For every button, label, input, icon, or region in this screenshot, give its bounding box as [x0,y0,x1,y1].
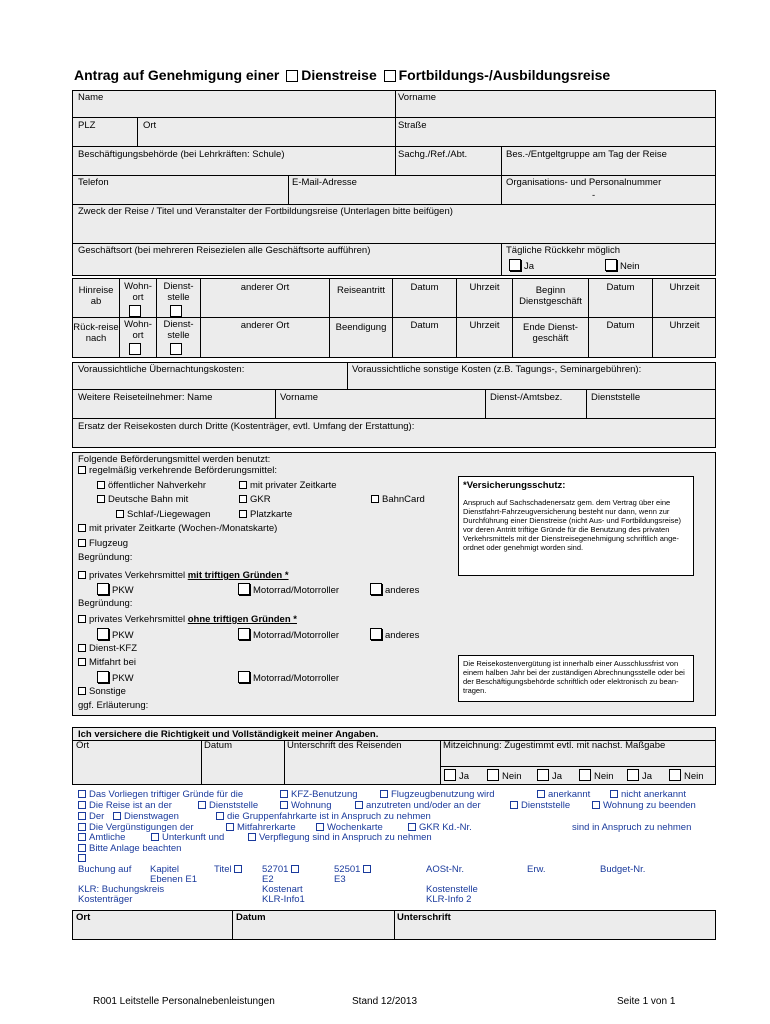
ende-uhrzeit-label: Uhrzeit [669,320,700,331]
dienstwagen-label: Dienstwagen [124,811,179,822]
anderes-mit-option[interactable] [367,583,419,596]
pkw-mit-checkbox[interactable] [97,583,109,595]
geschaeftsort-label: Geschäftsort (bei mehreren Reisezielen alle Geschäftsorte aufführen) [78,245,371,256]
teilnehmer-name-label: Weitere Reiseteilnehmer: Name [78,392,213,403]
office-line3-label: Der [89,811,105,822]
vorname-field[interactable] [395,90,716,118]
erlaeuterung-label: ggf. Erläuterung: [78,700,149,711]
vorname-label: Vorname [398,92,437,103]
footer-stand: Stand 12/2013 [352,996,418,1007]
oepnv-checkbox[interactable] [97,481,105,489]
personalnummer-dash: - [592,190,596,201]
ende-label: Ende Dienst-geschäft [523,322,578,344]
mitz2-nein-label: Nein [594,771,614,782]
mitzeichnung-label: Mitzeichnung: Zugestimmt evtl. mit nachst. Maßgabe [443,740,666,751]
regel-checkbox[interactable] [78,466,86,474]
begruendung-label: Begründung: [78,552,133,563]
kostentraeger-label: Kostenträger [78,894,133,905]
hin-dienststelle-checkbox[interactable] [170,305,182,317]
hin-uhrzeit-label: Uhrzeit [469,282,500,293]
name-field[interactable] [72,90,396,118]
hin-wohnort-checkbox[interactable] [129,305,141,317]
ebenen-label: Ebenen E1 [150,874,198,885]
anderes-ohne-label: anderes [385,630,420,641]
office-line2-label: Die Reise ist an der [89,800,172,811]
bahncard-label: BahnCard [382,494,425,505]
sonstige-label: Sonstige [89,686,126,697]
rueckkehr-ja[interactable] [506,259,534,272]
rueckkehr-nein[interactable] [602,259,640,272]
beginn-uhrzeit-label: Uhrzeit [669,282,700,293]
konto-52501-label: 52501 [334,864,361,875]
kapitel-label: Kapitel [150,864,180,875]
mitz1-nein-label: Nein [502,771,522,782]
zeitkarte-option[interactable] [239,480,337,491]
rueck-dienststelle-checkbox[interactable] [170,343,182,355]
motorrad-mit-option[interactable] [235,583,339,596]
rueckkehr-ja-label: Ja [524,261,535,272]
zeitkarte2-label: mit privater Zeitkarte (Wochen-/Monatskarte) [89,523,278,534]
mitz3-ja-checkbox[interactable] [627,769,639,781]
mitz2-nein-option[interactable] [576,769,614,782]
pkw-ohne-checkbox[interactable] [97,628,109,640]
title-option-fortbildung: Fortbildungs-/Ausbildungsreise [398,67,611,83]
flugzeug-option[interactable] [78,538,128,549]
unterkunft-checkbox[interactable] [151,833,159,841]
office-line1-label: Das Vorliegen triftiger Gründe für die [89,789,244,800]
ort-confirm-field[interactable] [72,740,202,785]
flugzeug-checkbox[interactable] [78,539,86,547]
sig-datum-label: Datum [236,912,266,923]
db-option[interactable] [97,494,188,505]
dienstreise-checkbox[interactable] [286,70,298,82]
mitz2-ja-checkbox[interactable] [537,769,549,781]
privat-mit-option[interactable] [78,570,289,581]
gkr-kdnr-label: GKR Kd.-Nr. [419,822,472,833]
privat-ohne-label: privates Verkehrsmittel [89,614,188,625]
mitfahrerkarte-checkbox[interactable] [226,823,234,831]
motorrad-mitfahrt-option[interactable] [235,671,339,684]
gruppenfahrkarte-label: die Gruppenfahrkarte ist in Anspruch zu nehmen [227,811,431,822]
privat-ohne-emphasis: ohne triftigen Gründen * [187,614,297,625]
kostenart-label: Kostenart [262,884,303,895]
mitz1-nein-checkbox[interactable] [487,769,499,781]
regel-option[interactable] [78,465,277,476]
titel-label: Titel [214,864,232,875]
sonstige-checkbox[interactable] [78,687,86,695]
zeitkarte-checkbox[interactable] [239,481,247,489]
antritt-dienststelle-label: Dienststelle [209,800,259,811]
motorrad-ohne-option[interactable] [235,628,339,641]
frist-notice [458,655,694,702]
wochenkarte-label: Wochenkarte [327,822,383,833]
gkr-kdnr-checkbox[interactable] [408,823,416,831]
verpflegung-label: Verpflegung sind in Anspruch zu nehmen [259,832,432,843]
erw-label: Erw. [527,864,546,875]
oepnv-option[interactable] [97,480,206,491]
antritt-wohnung-checkbox[interactable] [280,801,288,809]
schlafwagen-checkbox[interactable] [116,510,124,518]
dienst-kfz-option[interactable] [78,643,137,654]
beendigung-label: Beendigung [335,322,387,333]
hinreise-label: Hinreise ab [78,285,114,307]
strasse-field[interactable] [395,117,716,147]
mitfahrt-option[interactable] [78,657,136,668]
telefon-label: Telefon [78,177,109,188]
konto-52701-checkbox[interactable] [291,865,299,873]
personalnummer-label: Organisations- und Personalnummer [506,177,662,188]
pkw-ohne-label: PKW [112,630,134,641]
wochenkarte-checkbox[interactable] [316,823,324,831]
mitz3-nein-option[interactable] [666,769,704,782]
rueckreise-label: Rück-reise nach [73,322,119,344]
rueck-wohnort-checkbox[interactable] [129,343,141,355]
anderes-mit-checkbox[interactable] [370,583,382,595]
zeitkarte2-option[interactable] [78,523,277,534]
mitz2-nein-checkbox[interactable] [579,769,591,781]
mitfahrt-label: Mitfahrt bei [89,657,136,668]
mitz3-nein-checkbox[interactable] [669,769,681,781]
antritt-dienststelle-checkbox[interactable] [198,801,206,809]
zeitkarte2-checkbox[interactable] [78,524,86,532]
rueckkehr-label: Tägliche Rückkehr möglich [506,245,621,256]
anderes-mit-label: anderes [385,585,420,596]
dienst-kfz-label: Dienst-KFZ [89,643,138,654]
kfz-benutzung-label: KFZ-Benutzung [291,789,358,800]
mitz3-ja-label: Ja [642,771,653,782]
aost-label: AOSt-Nr. [426,864,465,875]
anzutreten-label: anzutreten und/oder an der [366,800,481,811]
motorrad-ohne-checkbox[interactable] [238,628,250,640]
mitz1-ja-label: Ja [459,771,470,782]
privat-ohne-option[interactable] [78,614,297,625]
beginn-label: Beginn Dienstgeschäft [519,285,582,307]
pkw-mit-option[interactable] [97,583,134,596]
klr-info1-label: KLR-Info1 [262,894,305,905]
versicherung-text: Anspruch auf Sachschadenersatz gem. dem Vertrag über eine Dienstfahrt-Fahrzeugversicherung besteht nur dann, wenn zur Durchführung einer Dienstreise (nicht Aus- und Fortbildungsreise) vor deren Antritt triftige Gründe für die Benutzung des privaten Verkehrsmittels mit der Dienstreisegenehmigung schriftlich ange-ordnet oder genehmigt worden sind. [463,498,682,552]
anlage-checkbox[interactable] [78,844,86,852]
mitz3-ja-option[interactable] [624,769,652,782]
mitz1-ja-checkbox[interactable] [444,769,456,781]
footer-left: R001 Leitstelle Personalnebenleistungen [93,996,275,1007]
verguenstigungen-checkbox[interactable] [78,823,86,831]
mitfahrt-checkbox[interactable] [78,658,86,666]
beginn-datum-label: Datum [606,282,635,293]
rueckkehr-ja-checkbox[interactable] [509,259,521,271]
oepnv-label: öffentlicher Nahverkehr [108,480,207,491]
mitz1-ja-option[interactable] [444,769,469,782]
kostenstelle-label: Kostenstelle [426,884,478,895]
schlafwagen-label: Schlaf-/Liegewagen [127,509,211,520]
office-line4-label: Die Vergünstigungen der [89,822,194,833]
pkw-ohne-option[interactable] [97,628,134,641]
ende-dienststelle-label: Dienststelle [521,800,571,811]
title-option-dienstreise: Dienstreise [301,67,377,83]
e3-label: E3 [334,874,346,885]
anerkannt-checkbox[interactable] [537,790,545,798]
antritt-wohnung-label: Wohnung [291,800,332,811]
fortbildung-checkbox[interactable] [384,70,396,82]
plz-label: PLZ [78,120,96,131]
db-label: Deutsche Bahn mit [108,494,189,505]
triftig-checkbox[interactable] [78,790,86,798]
mitz2-ja-option[interactable] [534,769,562,782]
rueck-uhrzeit-label: Uhrzeit [469,320,500,331]
form-title [74,67,610,83]
mitz2-ja-label: Ja [552,771,563,782]
klr-buchungskreis-label: KLR: Buchungskreis [78,884,165,895]
behoerde-label: Beschäftigungsbehörde (bei Lehrkräften: Schule) [78,149,285,160]
rueck-dienststelle-label: Dienst-stelle [163,319,194,341]
uebernachtung-label: Voraussichtliche Übernachtungskosten: [78,364,245,375]
db-checkbox[interactable] [97,495,105,503]
verguenstigungen-suffix: sind in Anspruch zu nehmen [572,822,692,833]
name-label: Name [78,92,104,103]
anerkannt-label: anerkannt [548,789,591,800]
teilnehmer-vorname-label: Vorname [280,392,319,403]
bahncard-option[interactable] [371,494,425,505]
mitz1-nein-option[interactable] [484,769,522,782]
pkw-mit-label: PKW [112,585,134,596]
entgeltgruppe-label: Bes.-/Entgeltgruppe am Tag der Reise [506,149,667,160]
motorrad-mitfahrt-label: Motorrad/Motorroller [253,673,340,684]
dienstwagen-checkbox[interactable] [113,812,121,820]
hin-datum-label: Datum [410,282,439,293]
anzutreten-checkbox[interactable] [355,801,363,809]
rueck-datum-label: Datum [410,320,439,331]
nicht-anerkannt-label: nicht anerkannt [621,789,686,800]
sonstige-kosten-label: Voraussichtliche sonstige Kosten (z.B. Tagungs-, Seminargebühren): [352,364,642,375]
bahncard-checkbox[interactable] [371,495,379,503]
kfz-benutzung-checkbox[interactable] [280,790,288,798]
gkr-option[interactable] [239,494,271,505]
confirm-ort-label: Ort [76,740,90,751]
transport-heading: Folgende Beförderungsmittel werden benutzt: [78,454,271,465]
extra-checkbox[interactable] [78,854,86,862]
schlafwagen-option[interactable] [116,509,210,520]
rueck-anderer-ort-label: anderer Ort [240,320,290,331]
ende-datum-label: Datum [606,320,635,331]
versicherung-title: *Versicherungsschutz: [463,480,566,491]
konto-52501-checkbox[interactable] [363,865,371,873]
ende-wohnung-label: Wohnung zu beenden [603,800,696,811]
ende-dienststelle-checkbox[interactable] [510,801,518,809]
rueckkehr-nein-label: Nein [620,261,640,272]
titel-checkbox[interactable] [234,865,242,873]
privat-mit-emphasis: mit triftigen Gründen * [187,570,289,581]
amtliche-checkbox[interactable] [78,833,86,841]
motorrad-mit-label: Motorrad/Motorroller [253,585,340,596]
verpflegung-checkbox[interactable] [248,833,256,841]
pkw-mitfahrt-option[interactable] [97,671,134,684]
nicht-anerkannt-checkbox[interactable] [610,790,618,798]
flugzeugbenutzung-checkbox[interactable] [380,790,388,798]
privat-mit-label: privates Verkehrsmittel [89,570,188,581]
confirmation-heading: Ich versichere die Richtigkeit und Vollständigkeit meiner Angaben. [78,729,379,740]
zweck-label: Zweck der Reise / Titel und Veranstalter der Fortbildungsreise (Unterlagen bitte beifügen) [78,206,453,217]
teilnehmer-dienstbez-label: Dienst-/Amtsbez. [490,392,563,403]
sonstige-option[interactable] [78,686,126,697]
hin-dienststelle-label: Dienst-stelle [163,281,194,303]
ende-wohnung-checkbox[interactable] [592,801,600,809]
e2-label: E2 [262,874,274,885]
ort-field[interactable] [137,117,396,147]
sig-ort-label: Ort [76,912,91,923]
privat-ohne-checkbox[interactable] [78,615,86,623]
pkw-mitfahrt-label: PKW [112,673,134,684]
anderes-ohne-option[interactable] [367,628,419,641]
rueck-wohnort-label: Wohn-ort [124,319,152,341]
title-prefix: Antrag auf Genehmigung einer [74,67,280,83]
dienst-kfz-checkbox[interactable] [78,644,86,652]
platzkarte-label: Platzkarte [250,509,293,520]
budget-label: Budget-Nr. [600,864,646,875]
confirm-datum-label: Datum [204,740,232,751]
gkr-label: GKR [250,494,271,505]
reiseantritt-label: Reiseantritt [336,285,386,296]
motorrad-mit-checkbox[interactable] [238,583,250,595]
footer-page: Seite 1 von 1 [617,996,676,1007]
regel-label: regelmäßig verkehrende Beförderungsmittel: [89,465,277,476]
email-label: E-Mail-Adresse [292,177,357,188]
mitfahrerkarte-label: Mitfahrerkarte [237,822,296,833]
office-line5-label: Amtliche [89,832,126,843]
ersatz-label: Ersatz der Reisekosten durch Dritte (Kostenträger, evtl. Umfang der Erstattung): [78,421,415,432]
reise-checkbox[interactable] [78,801,86,809]
mitz3-nein-label: Nein [684,771,704,782]
ort-label: Ort [143,120,157,131]
unterkunft-label: Unterkunft und [162,832,225,843]
sachgebiet-label: Sachg./Ref./Abt. [398,149,468,160]
pkw-mitfahrt-checkbox[interactable] [97,671,109,683]
platzkarte-option[interactable] [239,509,292,520]
flugzeug-label: Flugzeug [89,538,129,549]
sig-unterschrift-label: Unterschrift [397,912,451,923]
gruppenfahrkarte-checkbox[interactable] [216,812,224,820]
confirm-unterschrift-label: Unterschrift des Reisenden [287,740,402,751]
zeitkarte-label: mit privater Zeitkarte [250,480,337,491]
hin-wohnort-label: Wohn-ort [124,281,152,303]
platzkarte-checkbox[interactable] [239,510,247,518]
motorrad-mitfahrt-checkbox[interactable] [238,671,250,683]
buchung-label: Buchung auf [78,864,132,875]
strasse-label: Straße [398,120,427,131]
begruendung2-label: Begründung: [78,598,133,609]
gkr-checkbox[interactable] [239,495,247,503]
klr-info2-label: KLR-Info 2 [426,894,472,905]
versicherung-notice [458,476,694,576]
anlage-label: Bitte Anlage beachten [89,843,182,854]
der-checkbox[interactable] [78,812,86,820]
frist-text: Die Reisekostenvergütung ist innerhalb einer Ausschlussfrist von einem halben Jahr bei der zuständigen Abrechnungsstelle oder bei der Beschäftigungsbehörde schriftlich oder elektronisch zu bean-tragen. [463,659,685,695]
hin-anderer-ort-label: anderer Ort [240,282,290,293]
flugzeugbenutzung-label: Flugzeugbenutzung wird [391,789,495,800]
motorrad-ohne-label: Motorrad/Motorroller [253,630,340,641]
rueckkehr-nein-checkbox[interactable] [605,259,617,271]
anderes-ohne-checkbox[interactable] [370,628,382,640]
privat-mit-checkbox[interactable] [78,571,86,579]
konto-52701-label: 52701 [262,864,289,875]
teilnehmer-dienststelle-label: Dienststelle [591,392,641,403]
